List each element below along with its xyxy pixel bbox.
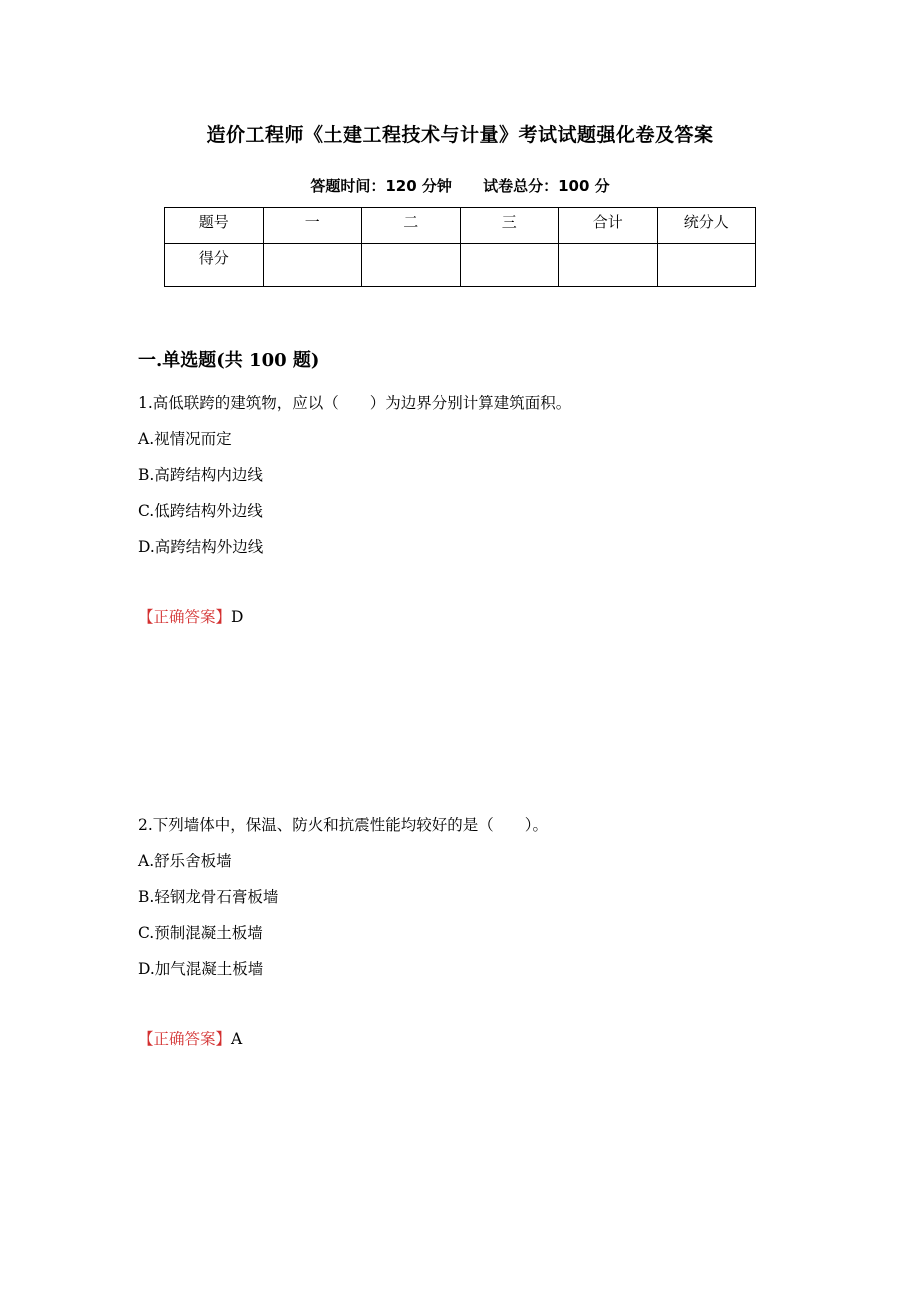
- answer-value: A: [231, 1030, 243, 1048]
- score-header-cell: 合计: [559, 208, 658, 244]
- exam-meta: [0, 175, 920, 196]
- score-header-cell: 统分人: [657, 208, 756, 244]
- answer-2: [138, 1027, 242, 1049]
- score-cell: [559, 244, 658, 287]
- option-b: B.轻钢龙骨石膏板墙: [138, 888, 279, 906]
- section-heading: 一.单选题(共 100 题): [138, 350, 320, 371]
- exam-time: 答题时间：120 分钟: [310, 177, 452, 195]
- score-table-score-row: [165, 244, 756, 287]
- score-cell: [460, 244, 559, 287]
- option-a: A.视情况而定: [138, 430, 232, 448]
- option-a: A.舒乐舍板墙: [138, 852, 232, 870]
- score-cell: [657, 244, 756, 287]
- score-header-cell: 三: [460, 208, 559, 244]
- score-cell: [362, 244, 461, 287]
- option-d: D.高跨结构外边线: [138, 538, 264, 556]
- score-header-cell: 题号: [165, 208, 264, 244]
- option-b: B.高跨结构内边线: [138, 466, 263, 484]
- score-header-cell: 一: [263, 208, 362, 244]
- question-stem: 2.下列墙体中，保温、防火和抗震性能均较好的是（ ）。: [138, 816, 549, 834]
- score-row-label: 得分: [165, 244, 264, 287]
- option-c: C.低跨结构外边线: [138, 502, 263, 520]
- answer-1: [138, 605, 243, 627]
- question-stem: 1.高低联跨的建筑物，应以（ ）为边界分别计算建筑面积。: [138, 394, 572, 412]
- answer-label: 【正确答案】: [138, 608, 232, 626]
- option-c: C.预制混凝土板墙: [138, 924, 263, 942]
- answer-value: D: [231, 608, 244, 626]
- document-title: 造价工程师《土建工程技术与计量》考试试题强化卷及答案: [206, 124, 714, 146]
- score-table-header-row: [165, 208, 756, 244]
- option-d: D.加气混凝土板墙: [138, 960, 264, 978]
- question-1: [138, 388, 571, 568]
- score-cell: [263, 244, 362, 287]
- score-table: [164, 207, 756, 287]
- answer-label: 【正确答案】: [138, 1030, 232, 1048]
- score-header-cell: 二: [362, 208, 461, 244]
- question-2: [138, 810, 548, 990]
- exam-total-score: 试卷总分：100 分: [483, 177, 610, 195]
